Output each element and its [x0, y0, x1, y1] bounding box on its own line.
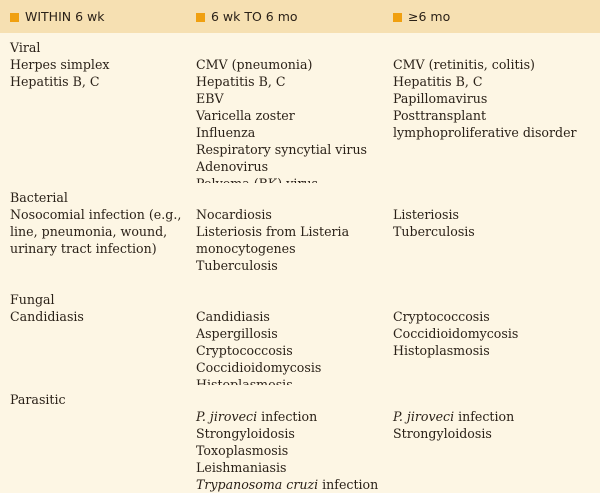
- cell-line: [393, 408, 514, 425]
- square-bullet-icon: [393, 13, 402, 22]
- cell-line: Histoplasmosis: [393, 343, 490, 358]
- cell-line: [196, 408, 378, 425]
- cell-line: Coccidioidomycosis: [393, 326, 519, 341]
- cell-line: Nocardiosis: [196, 207, 272, 222]
- column-within6wk: [10, 189, 181, 257]
- cell-line: Hepatitis B, C: [196, 74, 286, 89]
- spacer: [393, 189, 475, 206]
- cell-line: CMV (retinitis, colitis): [393, 57, 535, 72]
- cell-line: Listeriosis from Listeria: [196, 224, 350, 239]
- cell-line: Listeriosis: [393, 207, 459, 222]
- cell-line: Varicella zoster: [196, 108, 295, 123]
- cell-line: Tuberculosis: [393, 224, 475, 239]
- cell-line: Influenza: [196, 125, 256, 140]
- column-over6mo: [393, 39, 577, 141]
- section-fungal: [0, 285, 600, 386]
- cell-line: Cryptococcosis: [393, 309, 490, 324]
- cell-line: Posttransplant: [393, 108, 487, 123]
- section-viral: [0, 33, 600, 184]
- section-label: Viral: [10, 40, 41, 55]
- spacer: [393, 391, 514, 408]
- cell-line: lymphoproliferative disorder: [393, 125, 577, 140]
- italic-term: P. jiroveci: [196, 409, 258, 424]
- term-suffix: infection: [318, 477, 379, 492]
- italic-term: Trypanosoma cruzi: [196, 477, 319, 492]
- column-over6mo: [393, 291, 518, 359]
- cell-line: CMV (pneumonia): [196, 57, 313, 72]
- square-bullet-icon: [196, 13, 205, 22]
- cell-line: Tuberculosis: [196, 258, 278, 273]
- column-wk6to6mo: [196, 39, 367, 192]
- italic-term: P. jiroveci: [393, 409, 455, 424]
- term-suffix: infection: [257, 409, 318, 424]
- cell-line: Leishmaniasis: [196, 460, 287, 475]
- cell-line: Candidiasis: [196, 309, 270, 324]
- header-6wk-to-6mo: 6 wk TO 6 mo: [196, 9, 298, 24]
- column-within6wk: [10, 39, 110, 90]
- spacer: [393, 39, 577, 56]
- spacer: [196, 189, 349, 206]
- spacer: [196, 391, 378, 408]
- term-suffix: infection: [454, 409, 515, 424]
- column-within6wk: [10, 391, 66, 408]
- cell-line: Respiratory syncytial virus: [196, 142, 368, 157]
- spacer: [393, 291, 518, 308]
- cell-line: Adenovirus: [196, 159, 269, 174]
- column-wk6to6mo: [196, 391, 378, 493]
- cell-line: urinary tract infection): [10, 241, 157, 256]
- cell-line: Hepatitis B, C: [393, 74, 483, 89]
- spacer: [196, 291, 321, 308]
- column-wk6to6mo: [196, 189, 349, 274]
- section-bacterial: [0, 183, 600, 286]
- cell-line: [196, 476, 378, 493]
- cell-line: Cryptococcosis: [196, 343, 293, 358]
- column-within6wk: [10, 291, 84, 325]
- cell-line: Candidiasis: [10, 309, 84, 324]
- cell-line: Papillomavirus: [393, 91, 488, 106]
- section-parasitic: [0, 385, 600, 493]
- column-over6mo: [393, 391, 514, 442]
- header-over-6mo: ≥6 mo: [393, 9, 450, 24]
- cell-line: Nosocomial infection (e.g.,: [10, 207, 182, 222]
- header-within-6wk: WITHIN 6 wk: [10, 9, 104, 24]
- cell-line: Strongyloidosis: [196, 426, 295, 441]
- spacer: [196, 39, 367, 56]
- cell-line: Toxoplasmosis: [196, 443, 289, 458]
- square-bullet-icon: [10, 13, 19, 22]
- cell-line: Strongyloidosis: [393, 426, 492, 441]
- section-label: Parasitic: [10, 392, 66, 407]
- cell-line: Coccidioidomycosis: [196, 360, 322, 375]
- column-over6mo: [393, 189, 475, 240]
- section-label: Bacterial: [10, 190, 68, 205]
- column-wk6to6mo: [196, 291, 321, 393]
- cell-line: line, pneumonia, wound,: [10, 224, 168, 239]
- cell-line: Herpes simplex: [10, 57, 110, 72]
- section-label: Fungal: [10, 292, 55, 307]
- table-header-row: [0, 0, 600, 34]
- cell-line: Hepatitis B, C: [10, 74, 100, 89]
- cell-line: EBV: [196, 91, 224, 106]
- cell-line: Aspergillosis: [196, 326, 278, 341]
- cell-line: monocytogenes: [196, 241, 296, 256]
